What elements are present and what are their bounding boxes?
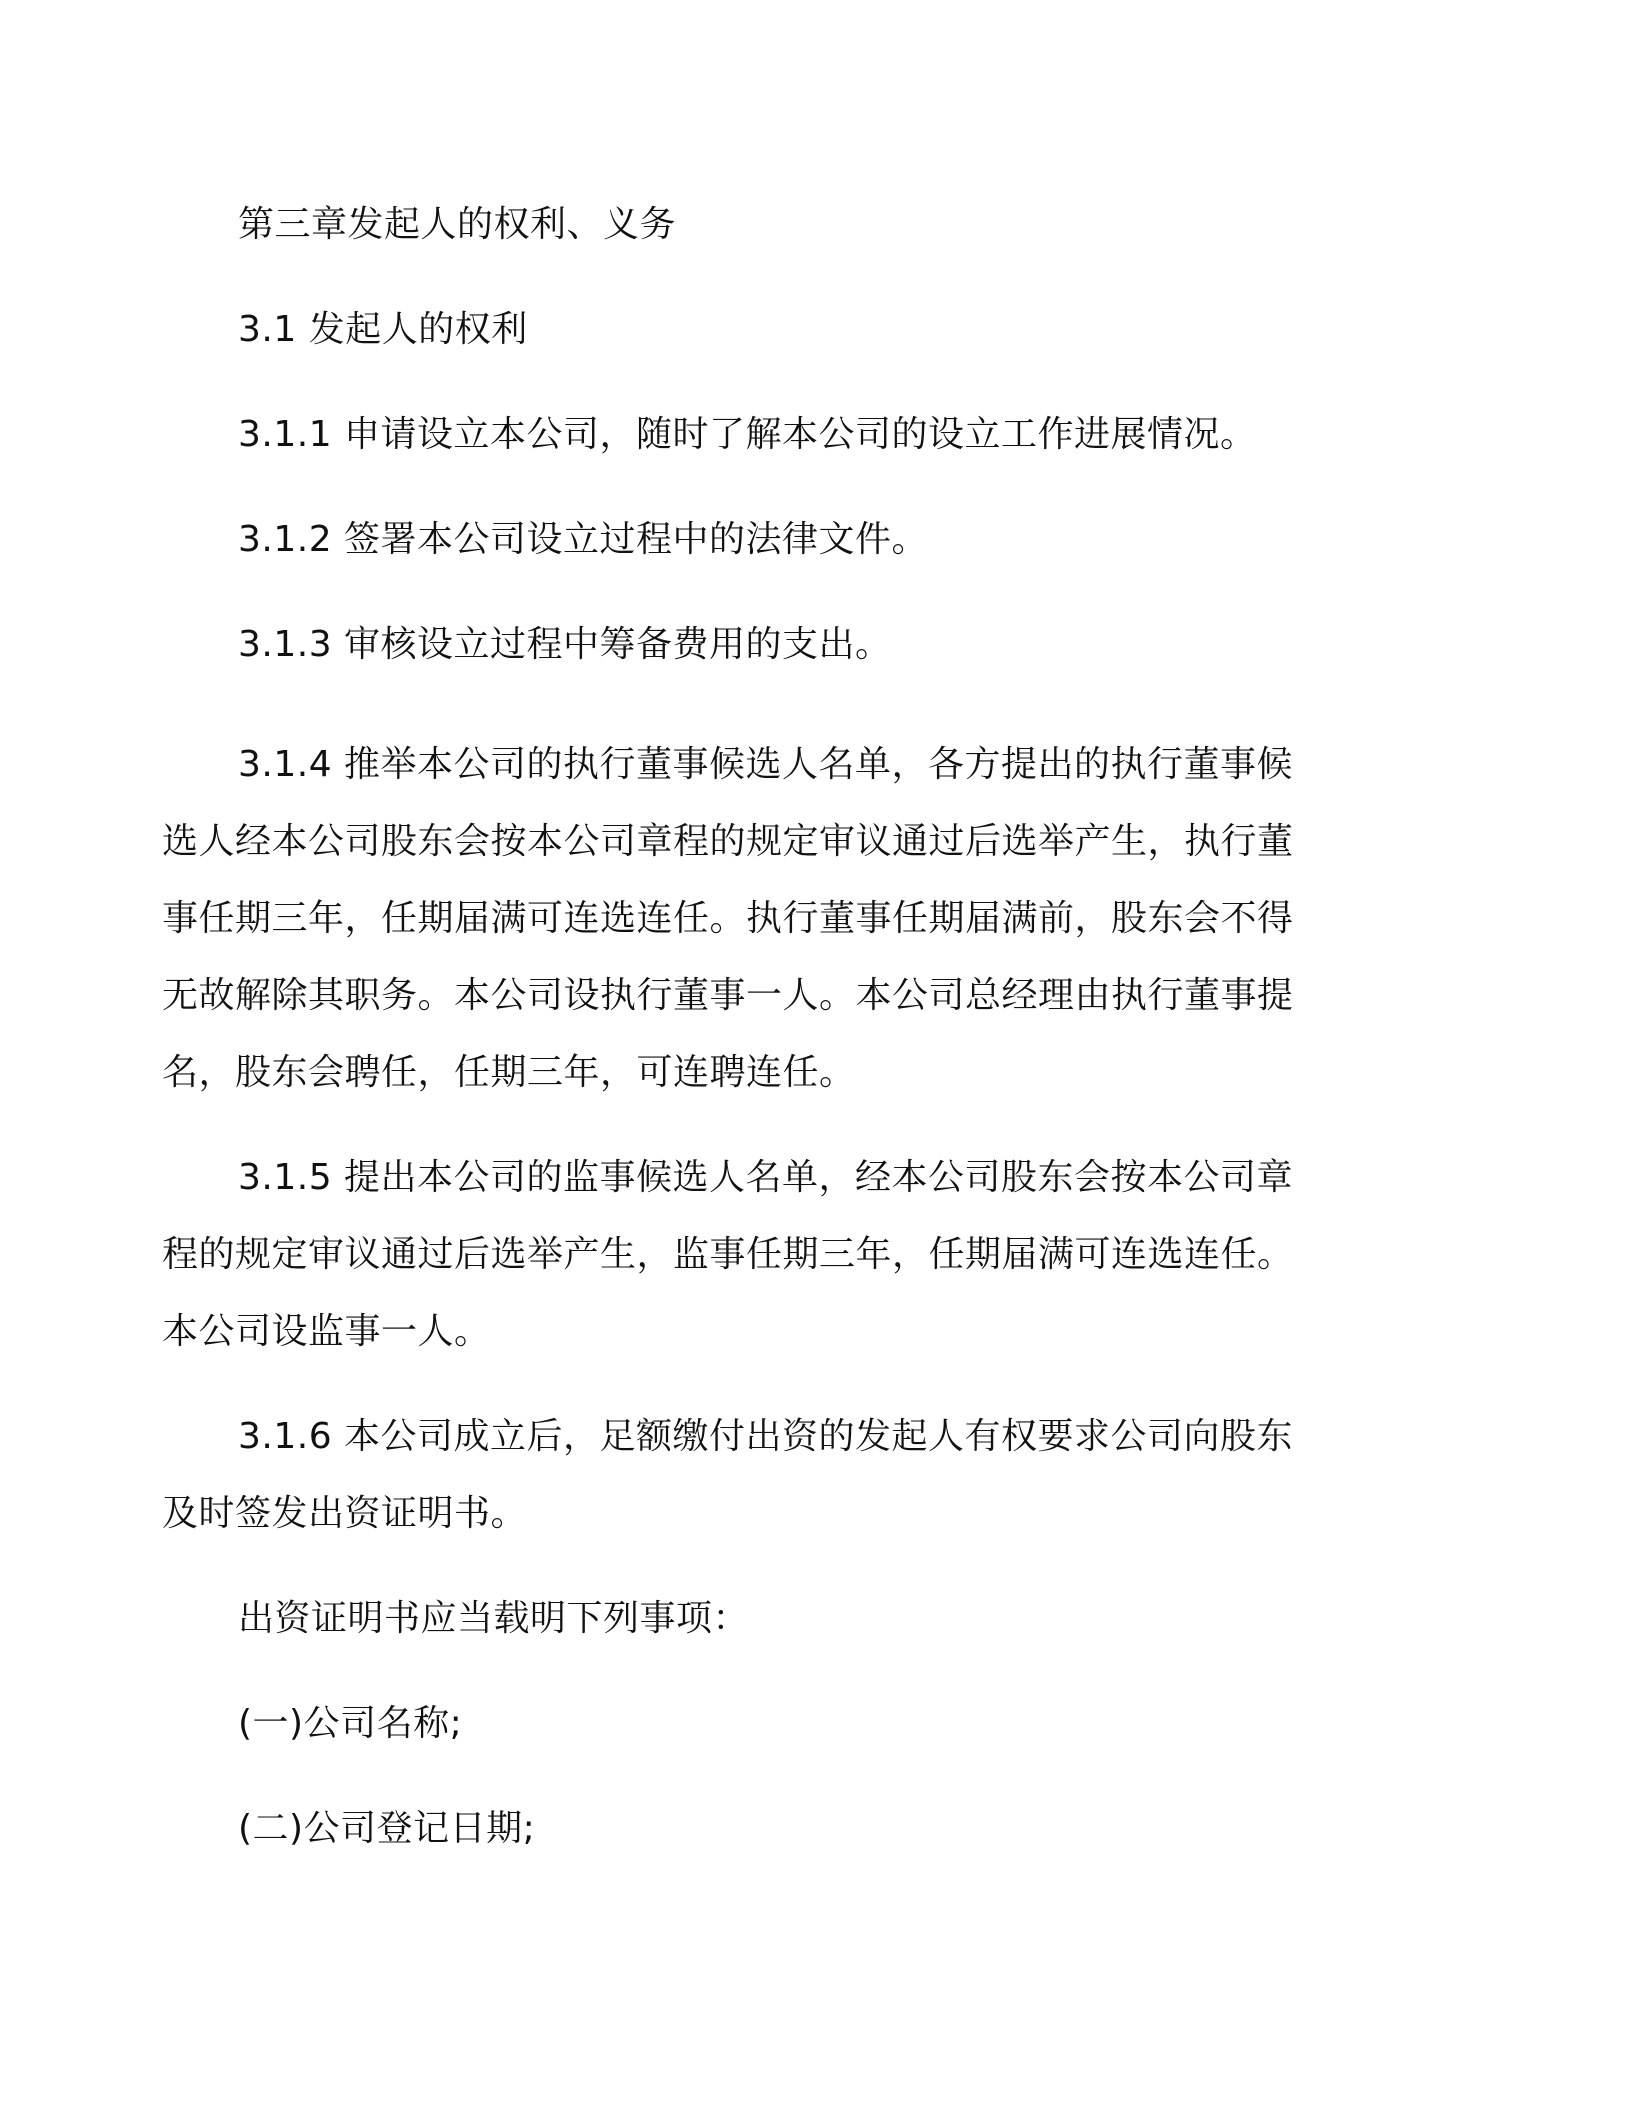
clause-3-1-5: 3.1.5 提出本公司的监事候选人名单，经本公司股东会按本公司章程的规定审议通过后选举产生，监事任期三年，任期届满可连选连任。本公司设监事一人。 — [162, 1157, 1294, 1352]
clause-3-1-4: 3.1.4 推举本公司的执行董事候选人名单，各方提出的执行董事候选人经本公司股东会按本公司章程的规定审议通过后选举产生，执行董事任期三年，任期届满可连选连任。执行董事任期届满前，股东会不得无故解除其职务。本公司设执行董事一人。本公司总经理由执行董事提名，股东会聘任，任期三年，可连聘连任。 — [162, 744, 1294, 1093]
chapter-title: 第三章发起人的权利、义务 — [238, 204, 677, 245]
certificate-item-registration-date: (二)公司登记日期; — [238, 1808, 536, 1849]
clause-3-1-1: 3.1.1 申请设立本公司，随时了解本公司的设立工作进展情况。 — [238, 414, 1257, 455]
clause-3-1-2: 3.1.2 签署本公司设立过程中的法律文件。 — [238, 519, 929, 560]
document-body — [238, 186, 1380, 711]
section-title: 3.1 发起人的权利 — [238, 309, 528, 350]
clause-3-1-3: 3.1.3 审核设立过程中筹备费用的支出。 — [238, 624, 892, 665]
clause-3-1-6: 3.1.6 本公司成立后，足额缴付出资的发起人有权要求公司向股东及时签发出资证明书。 — [162, 1416, 1294, 1534]
certificate-item-company-name: (一)公司名称; — [238, 1703, 463, 1744]
certificate-intro: 出资证明书应当载明下列事项： — [238, 1598, 750, 1639]
multi-line-clauses — [162, 726, 1380, 1895]
